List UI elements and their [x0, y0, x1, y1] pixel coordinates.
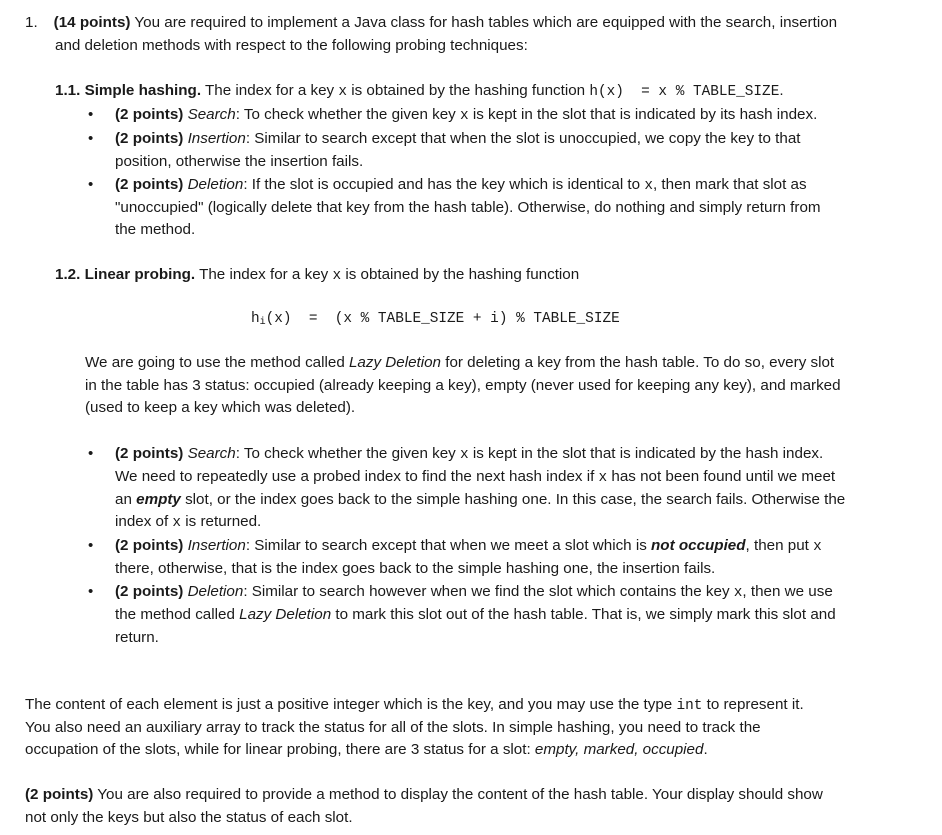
linear-search-item-cont3: index of x is returned. — [115, 513, 262, 531]
linear-search-item: (2 points) Search: To check whether the given key x is kept in the slot that is indicated by the hash index. — [115, 445, 824, 463]
simple-hashing-heading: 1.1. Simple hashing. The index for a key x is obtained by the hashing function h(x) = x % TABLE_SIZE. — [55, 82, 784, 100]
linear-insert-item: (2 points) Insertion: Similar to search except that when we meet a slot which is not occupied, then put x — [115, 537, 822, 555]
bullet: • — [88, 537, 94, 554]
lazy-paragraph-line-1: We are going to use the method called Lazy Deletion for deleting a key from the hash table. To do so, every slot — [85, 354, 835, 371]
question-points: (14 points) — [53, 14, 131, 31]
display-points: (2 points) — [25, 786, 94, 803]
question-line-2: and deletion methods with respect to the following probing techniques: — [55, 37, 528, 54]
linear-delete-item-cont2: return. — [115, 629, 159, 646]
content-paragraph-line-2: You also need an auxiliary array to track the status for all of the slots. In simple hashing, you need to track the — [25, 719, 761, 736]
simple-search-item: (2 points) Search: To check whether the given key x is kept in the slot that is indicated by its hash index. — [115, 106, 818, 124]
display-paragraph-line-2: not only the keys but also the status of each slot. — [25, 809, 353, 826]
question-number: 1. — [25, 14, 38, 31]
simple-delete-item-cont: "unoccupied" (logically delete that key from the hash table). Otherwise, do nothing and simply return from — [115, 199, 821, 216]
linear-probing-title: Linear probing. — [84, 266, 196, 283]
content-paragraph-line-3: occupation of the slots, while for linear probing, there are 3 status for a slot: empty, marked, occupied. — [25, 741, 708, 758]
bullet: • — [88, 106, 94, 123]
simple-hashing-title: Simple hashing. — [84, 82, 202, 99]
bullet: • — [88, 445, 94, 462]
simple-hash-function: h(x) = x % TABLE_SIZE — [589, 84, 780, 100]
lazy-deletion-term: Lazy Deletion — [348, 354, 442, 371]
lazy-paragraph-line-2: in the table has 3 status: occupied (already keeping a key), empty (never used for keeping any key), and marked — [85, 377, 841, 394]
content-paragraph-line-1: The content of each element is just a positive integer which is the key, and you may use the type int to represent it. — [25, 696, 804, 714]
simple-delete-item-cont2: the method. — [115, 221, 196, 238]
bullet: • — [88, 176, 94, 193]
linear-search-item-cont2: an empty slot, or the index goes back to the simple hashing one. In this case, the search fails. Otherwise the — [115, 491, 846, 508]
simple-insert-item: (2 points) Insertion: Similar to search except that when the slot is unoccupied, we copy the key to that — [115, 130, 801, 147]
linear-delete-item-cont: the method called Lazy Deletion to mark this slot out of the hash table. That is, we simply mark this slot and — [115, 606, 836, 623]
int-type-code: int — [676, 698, 703, 714]
lazy-paragraph-line-3: (used to keep a key which was deleted). — [85, 399, 356, 416]
display-paragraph-line-1: (2 points) You are also required to provide a method to display the content of the hash table. Your display should show — [25, 786, 823, 803]
linear-probing-heading: 1.2. Linear probing. The index for a key x is obtained by the hashing function — [55, 266, 580, 284]
simple-insert-item-cont: position, otherwise the insertion fails. — [115, 153, 364, 170]
linear-insert-item-cont: there, otherwise, that is the index goes back to the simple hashing one, the insertion fails. — [115, 560, 716, 577]
linear-search-item-cont: We need to repeatedly use a probed index to find the next hash index if x has not been found until we meet — [115, 468, 836, 486]
linear-delete-item: (2 points) Deletion: Similar to search however when we find the slot which contains the key x, then we use — [115, 583, 833, 601]
simple-delete-item: (2 points) Deletion: If the slot is occupied and has the key which is identical to x, then mark that slot as — [115, 176, 807, 194]
linear-hash-equation: $h_i(x) = (x$ % TABLE_SIZE + i) % TABLE_SIZE — [251, 311, 620, 328]
question-line-1: 1. (14 points) You are required to implement a Java class for hash tables which are equipped with the search, insertion — [25, 14, 838, 31]
bullet: • — [88, 130, 94, 147]
bullet: • — [88, 583, 94, 600]
